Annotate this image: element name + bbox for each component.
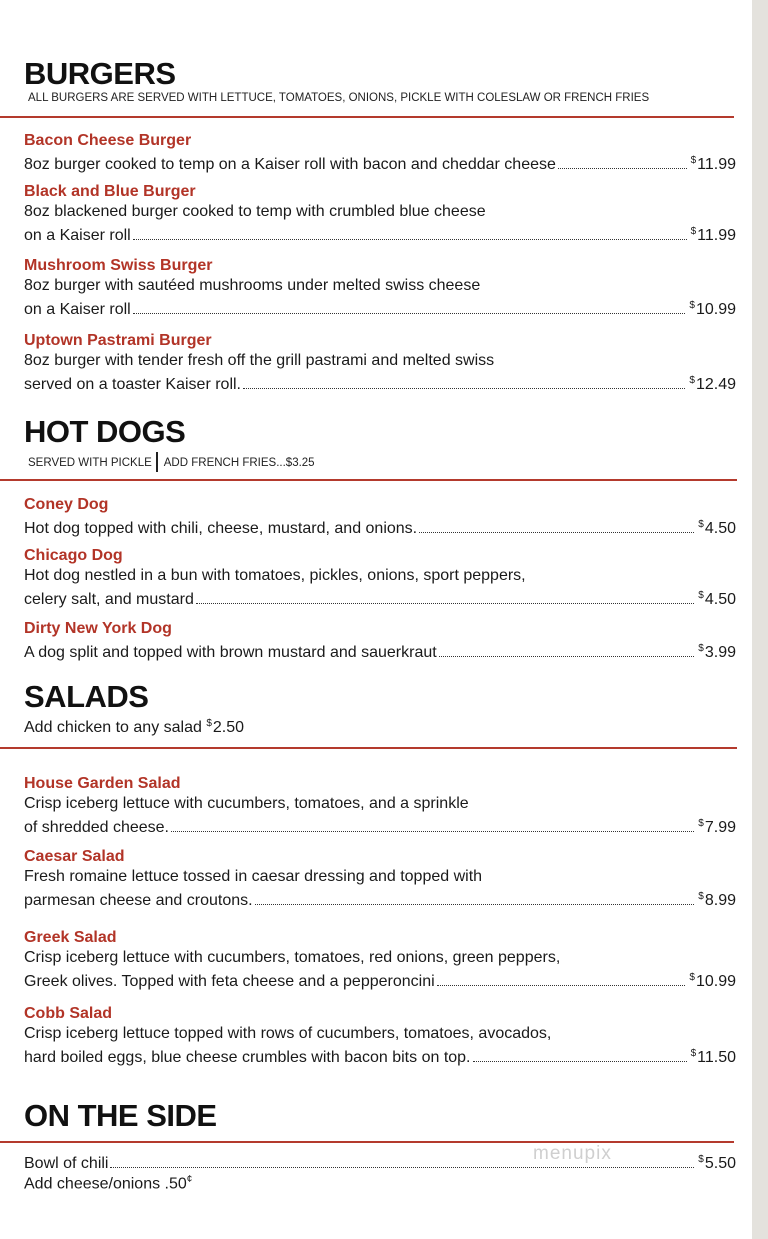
side-extra — [24, 1170, 736, 1194]
hotdogs-title: HOT DOGS — [24, 414, 186, 449]
currency-symbol: $ — [689, 300, 695, 311]
item-name: House Garden Salad — [24, 775, 181, 792]
item-description: Fresh romaine lettuce tossed in caesar dressing and topped with — [24, 868, 483, 885]
item-description: A dog split and topped with brown mustard and sauerkraut — [24, 644, 437, 661]
menu-item — [24, 495, 736, 539]
item-line — [24, 586, 736, 610]
menu-item — [24, 182, 736, 246]
item-line — [24, 151, 736, 175]
item-description: on a Kaiser roll — [24, 301, 131, 318]
item-price — [698, 814, 736, 838]
item-description: Greek olives. Topped with feta cheese and a pepperoncini — [24, 973, 435, 990]
item-line — [24, 515, 736, 539]
item-name: Cobb Salad — [24, 1005, 113, 1022]
item-price — [689, 371, 736, 395]
item-name: Bacon Cheese Burger — [24, 132, 192, 149]
item-description: served on a toaster Kaiser roll. — [24, 376, 241, 393]
dot-leader — [558, 167, 687, 169]
menu-item — [24, 546, 736, 610]
currency-symbol: $ — [698, 519, 704, 530]
watermark: menupix — [533, 1143, 612, 1164]
item-name: Dirty New York Dog — [24, 620, 172, 637]
item-name: Black and Blue Burger — [24, 183, 196, 200]
item-line — [24, 639, 736, 663]
price-value: 12.49 — [695, 376, 736, 393]
dot-leader — [133, 238, 687, 240]
item-price — [698, 887, 736, 911]
burgers-subtitle: ALL BURGERS ARE SERVED WITH LETTUCE, TOMATOES, ONIONS, PICKLE WITH COLESLAW OR FRENCH FRIES — [28, 92, 650, 104]
item-price — [689, 968, 736, 992]
item-line — [24, 222, 736, 246]
cents-symbol: ¢ — [186, 1174, 193, 1185]
item-price — [698, 586, 736, 610]
dot-leader — [437, 984, 686, 986]
item-name: Uptown Pastrami Burger — [24, 332, 212, 349]
price-value: 8.99 — [704, 892, 736, 909]
item-line — [24, 371, 736, 395]
dot-leader — [196, 602, 694, 604]
item-name: Coney Dog — [24, 496, 109, 513]
salads-note — [24, 718, 244, 737]
side-extra-text: Add cheese/onions .50 — [24, 1175, 187, 1193]
salads-note-text: Add chicken to any salad — [24, 719, 202, 736]
currency-symbol: $ — [698, 643, 704, 654]
menu-item — [24, 774, 736, 838]
price-value: 11.99 — [697, 156, 736, 173]
item-price — [691, 151, 736, 175]
salads-note-price — [206, 719, 244, 736]
item-description: Hot dog nestled in a bun with tomatoes, pickles, onions, sport peppers, — [24, 567, 526, 584]
menu-item — [24, 1004, 736, 1068]
menu-item — [24, 131, 736, 175]
price-value: 2.50 — [212, 719, 245, 736]
item-description: celery salt, and mustard — [24, 591, 194, 608]
dot-leader — [171, 830, 694, 832]
item-description: on a Kaiser roll — [24, 227, 131, 244]
dot-leader — [439, 655, 695, 657]
item-price — [698, 515, 736, 539]
item-name: Caesar Salad — [24, 848, 125, 865]
currency-symbol: $ — [690, 226, 697, 237]
price-value: 10.99 — [695, 301, 736, 318]
price-value: 3.99 — [704, 644, 736, 661]
salads-rule — [0, 747, 737, 749]
price-value: 11.50 — [697, 1049, 736, 1066]
dot-leader — [419, 531, 694, 533]
menu-item — [24, 928, 736, 992]
burgers-title: BURGERS — [24, 56, 176, 91]
item-description: of shredded cheese. — [24, 819, 169, 836]
item-name: Chicago Dog — [24, 547, 123, 564]
item-name: Mushroom Swiss Burger — [24, 257, 213, 274]
item-description: 8oz burger with tender fresh off the grill pastrami and melted swiss — [24, 352, 495, 369]
sides-rule — [0, 1141, 734, 1143]
item-line — [24, 887, 736, 911]
hotdogs-subtitle-left: SERVED WITH PICKLE — [28, 457, 152, 469]
item-description: 8oz blackened burger cooked to temp with crumbled blue cheese — [24, 203, 486, 220]
currency-symbol: $ — [698, 818, 704, 829]
currency-symbol: $ — [698, 1154, 704, 1165]
menu-item — [24, 256, 736, 320]
item-description: Crisp iceberg lettuce with cucumbers, tomatoes, red onions, green peppers, — [24, 949, 561, 966]
item-description: 8oz burger cooked to temp on a Kaiser roll with bacon and cheddar cheese — [24, 156, 556, 173]
currency-symbol: $ — [689, 972, 695, 983]
side-label: Bowl of chili — [24, 1155, 109, 1172]
currency-symbol: $ — [698, 590, 704, 601]
price-value: 4.50 — [704, 591, 736, 608]
menu-item — [24, 847, 736, 911]
dot-leader — [255, 903, 695, 905]
item-price — [691, 222, 736, 246]
item-description: Crisp iceberg lettuce with cucumbers, tomatoes, and a sprinkle — [24, 795, 469, 812]
item-description: Hot dog topped with chili, cheese, mustard, and onions. — [24, 520, 418, 537]
item-description: Crisp iceberg lettuce topped with rows of cucumbers, tomatoes, avocados, — [24, 1025, 552, 1042]
dot-leader — [243, 387, 685, 389]
item-price — [689, 296, 736, 320]
dot-leader — [110, 1166, 694, 1168]
divider — [156, 452, 158, 472]
currency-symbol: $ — [698, 891, 704, 902]
currency-symbol: $ — [690, 1048, 697, 1059]
price-value: 5.50 — [704, 1155, 736, 1172]
salads-title: SALADS — [24, 679, 149, 714]
item-description: 8oz burger with sautéed mushrooms under melted swiss cheese — [24, 277, 481, 294]
dot-leader — [473, 1060, 687, 1062]
currency-symbol: $ — [690, 155, 697, 166]
item-price — [698, 639, 736, 663]
currency-symbol: $ — [206, 718, 212, 729]
sides-title: ON THE SIDE — [24, 1098, 217, 1133]
price-value: 10.99 — [695, 973, 736, 990]
item-name: Greek Salad — [24, 929, 117, 946]
price-value: 7.99 — [704, 819, 736, 836]
item-line — [24, 1044, 736, 1068]
item-description: parmesan cheese and croutons. — [24, 892, 253, 909]
hotdogs-subtitle-right: ADD FRENCH FRIES...$3.25 — [163, 457, 315, 469]
hotdogs-rule — [0, 479, 737, 481]
price-value: 11.99 — [697, 227, 736, 244]
dot-leader — [133, 312, 686, 314]
price-value: 4.50 — [704, 520, 736, 537]
item-price — [691, 1044, 736, 1068]
menu-item — [24, 331, 736, 395]
burgers-rule — [0, 116, 734, 118]
item-line — [24, 296, 736, 320]
item-description: hard boiled eggs, blue cheese crumbles with bacon bits on top. — [24, 1049, 471, 1066]
menu-item — [24, 619, 736, 663]
item-line — [24, 814, 736, 838]
currency-symbol: $ — [689, 375, 695, 386]
item-line — [24, 968, 736, 992]
hotdogs-subtitle — [28, 452, 315, 472]
